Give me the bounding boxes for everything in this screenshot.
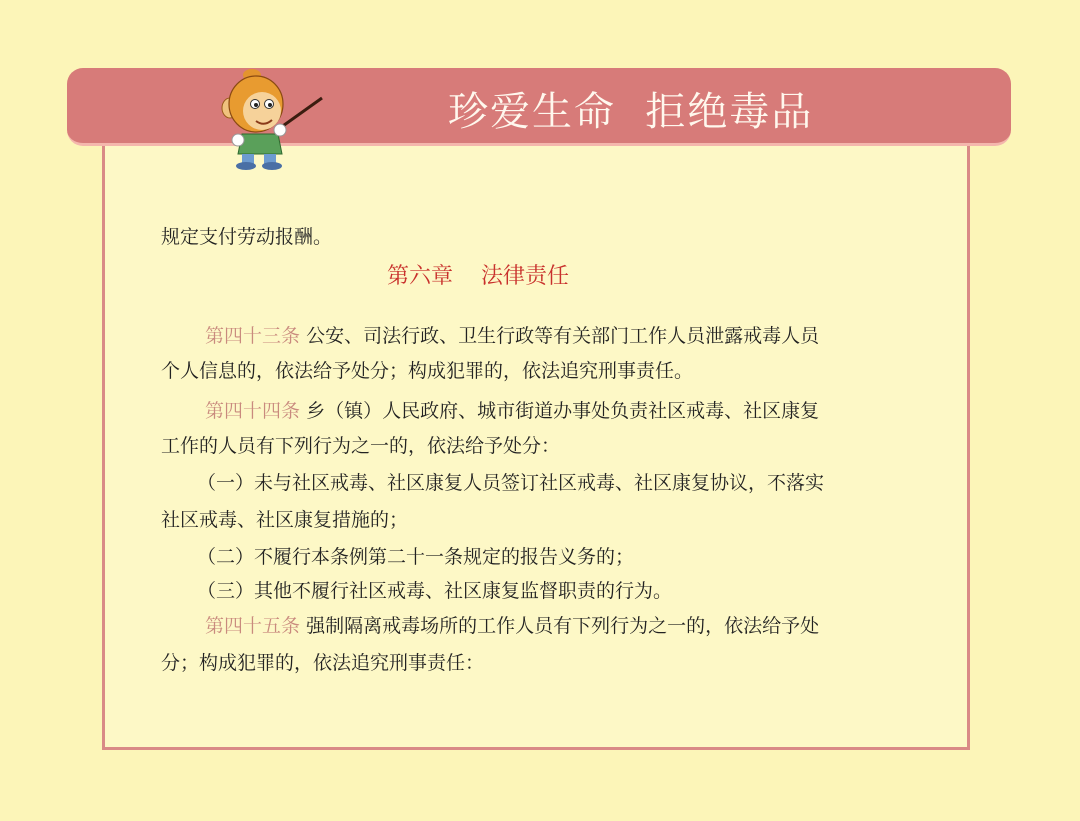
article-44-line-1 [205,396,819,423]
article-44-line-2: 工作的人员有下列行为之一的，依法给予处分： [161,435,561,457]
chapter-title: 第六章 法律责任 [387,264,569,289]
banner-title: 珍爱生命 拒绝毒品 [448,89,814,135]
article-44-item-2: （二）不履行本条例第二十一条规定的报告义务的； [197,546,635,568]
article-43-label: 第四十三条 [205,325,301,347]
article-45-text-1: 强制隔离戒毒场所的工作人员有下列行为之一的，依法给予处 [306,615,820,637]
article-45-label: 第四十五条 [205,615,301,637]
article-43-text-1: 公安、司法行政、卫生行政等有关部门工作人员泄露戒毒人员 [306,325,820,347]
mascot-teacher-illustration [218,66,328,170]
article-44-item-1-line-2: 社区戒毒、社区康复措施的； [161,509,409,531]
article-43-line-1 [205,321,819,348]
article-44-item-1-line-1: （一）未与社区戒毒、社区康复人员签订社区戒毒、社区康复协议，不落实 [197,472,825,494]
article-45-line-2: 分；构成犯罪的，依法追究刑事责任： [161,652,485,674]
article-45-line-1 [205,611,819,638]
intro-line: 规定支付劳动报酬。 [161,226,333,248]
article-44-label: 第四十四条 [205,400,301,422]
article-43-line-2: 个人信息的，依法给予处分；构成犯罪的，依法追究刑事责任。 [161,360,694,382]
article-44-text-1: 乡（镇）人民政府、城市街道办事处负责社区戒毒、社区康复 [306,400,820,422]
article-44-item-3: （三）其他不履行社区戒毒、社区康复监督职责的行为。 [197,580,673,602]
